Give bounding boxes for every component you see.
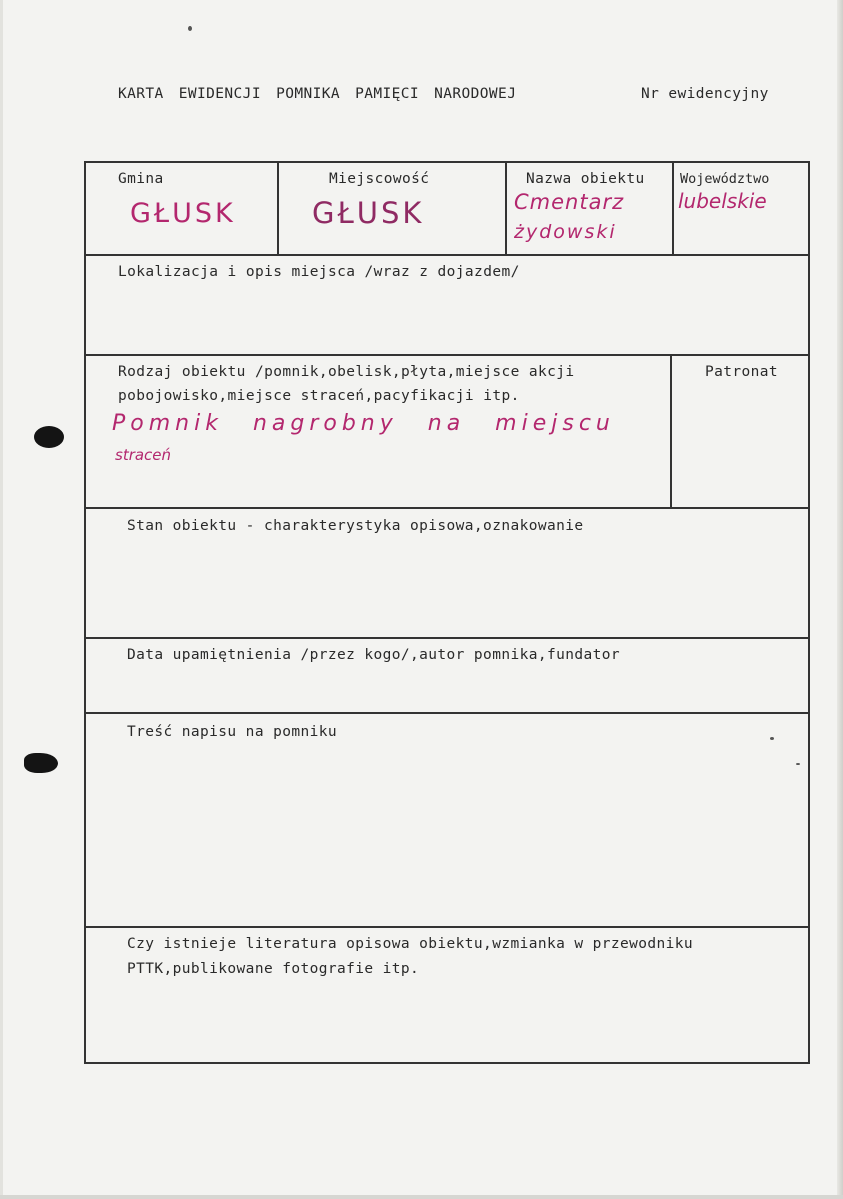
nazwa-obiektu-value-line2: żydowski (514, 221, 617, 243)
document-title: KARTA EWIDENCJI POMNIKA PAMIĘCI NARODOWEJ (118, 86, 517, 102)
page-right-edge (837, 0, 843, 1199)
miejscowosc-label: Miejscowość (329, 171, 430, 187)
frame-right (808, 161, 810, 1064)
tresc-bottom (84, 926, 810, 928)
wojewodztwo-value: lubelskie (678, 189, 767, 213)
literatura-label-line1: Czy istnieje literatura opisowa obiektu,wzmianka w przewodniku (127, 936, 694, 952)
frame-left (84, 161, 86, 1064)
tresc-napisu-label: Treść napisu na pomniku (127, 724, 337, 740)
nazwa-obiektu-label: Nazwa obiektu (526, 171, 645, 187)
gmina-label: Gmina (118, 171, 164, 187)
scan-speck (188, 26, 192, 31)
wojewodztwo-label: Województwo (680, 171, 770, 187)
data-bottom (84, 712, 810, 714)
stan-bottom (84, 637, 810, 639)
rodzaj-obiektu-value-line1: Pomnik nagrobny na miejscu (112, 411, 615, 436)
gmina-value: GŁUSK (130, 198, 236, 229)
divider-nazwa (672, 161, 674, 255)
rodzaj-obiektu-label-line2: pobojowisko,miejsce straceń,pacyfikacji itp. (118, 388, 520, 404)
frame-bottom (84, 1062, 810, 1064)
page-left-edge (0, 0, 3, 1199)
row1-bottom (84, 254, 810, 256)
punch-hole-bottom (24, 753, 58, 773)
divider-miejscowosc (505, 161, 507, 255)
lokalizacja-label: Lokalizacja i opis miejsca /wraz z dojazdem/ (118, 264, 520, 280)
data-upamietnienia-label: Data upamiętnienia /przez kogo/,autor pomnika,fundator (127, 647, 621, 663)
registration-number-label: Nr ewidencyjny (641, 86, 769, 102)
divider-gmina (277, 161, 279, 255)
rodzaj-bottom (84, 507, 810, 509)
stan-obiektu-label: Stan obiektu - charakterystyka opisowa,oznakowanie (127, 518, 584, 534)
literatura-label-line2: PTTK,publikowane fotografie itp. (127, 961, 420, 977)
nazwa-obiektu-value-line1: Cmentarz (514, 190, 625, 214)
patronat-label: Patronat (705, 364, 779, 380)
punch-hole-top (34, 426, 64, 448)
divider-patronat (670, 354, 672, 509)
lokalizacja-bottom (84, 354, 810, 356)
frame-top (84, 161, 810, 163)
scan-speck (770, 737, 774, 740)
scan-speck (796, 763, 800, 765)
page-bottom-edge (0, 1195, 843, 1199)
miejscowosc-value: GŁUSK (312, 196, 425, 230)
rodzaj-obiektu-label-line1: Rodzaj obiektu /pomnik,obelisk,płyta,miejsce akcji (118, 364, 575, 380)
rodzaj-obiektu-value-line2: straceń (115, 446, 172, 464)
